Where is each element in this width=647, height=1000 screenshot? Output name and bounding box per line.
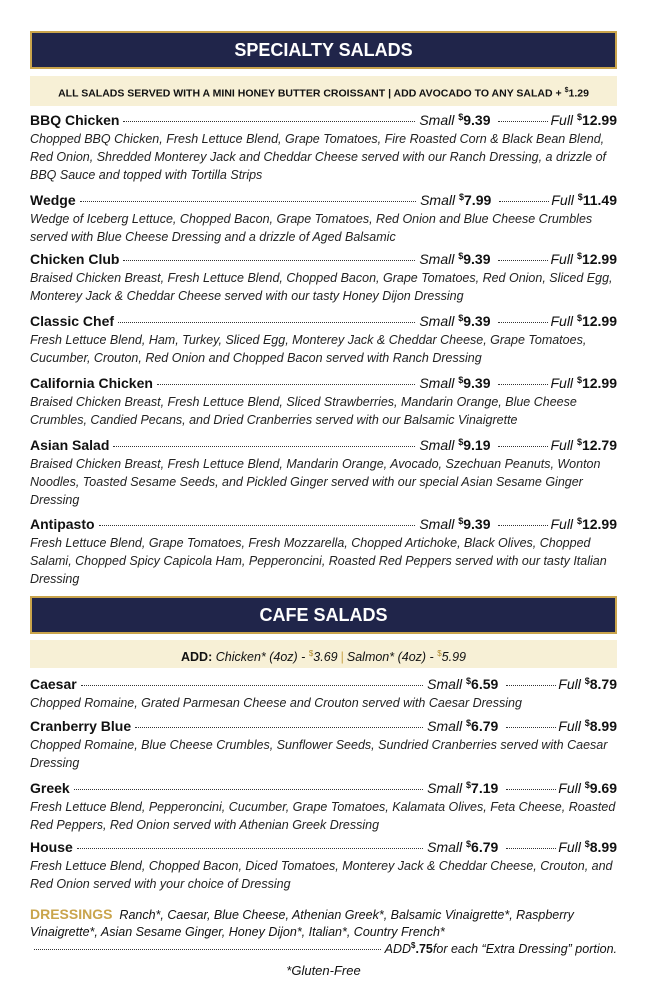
dot-leader [80, 201, 416, 202]
menu-item-header [30, 516, 617, 534]
small-label: Small [419, 375, 455, 391]
currency-sign: $ [466, 839, 472, 849]
extra-currency: $ [411, 941, 416, 950]
full-price [577, 437, 617, 453]
small-price [466, 839, 498, 855]
full-price-value: 8.99 [589, 839, 617, 855]
menu-item-name: Asian Salad [30, 437, 110, 453]
full-price-value: 11.49 [582, 192, 617, 208]
menu-item [30, 516, 617, 588]
add-salmon-price: 5.99 [441, 650, 466, 665]
menu-item-name: Greek [30, 780, 70, 796]
full-price-value: 9.69 [589, 780, 617, 796]
dot-leader [498, 446, 548, 447]
small-price [466, 718, 498, 734]
add-chicken-currency: $ [308, 649, 314, 658]
full-price-value: 8.99 [589, 718, 617, 734]
dot-leader [506, 789, 556, 790]
dot-leader [506, 848, 556, 849]
small-price [466, 780, 498, 796]
currency-sign: $ [458, 375, 464, 385]
small-price-value: 9.39 [463, 313, 491, 329]
currency-sign: $ [576, 375, 582, 385]
menu-item-description: Fresh Lettuce Blend, Ham, Turkey, Sliced Egg, Monterey Jack & Cheddar Cheese, Grape Tomatoes, Cucumber, Crouton, Red Onion and Chopped Bacon served with Ranch Dressing [30, 333, 587, 365]
menu-item [30, 718, 617, 772]
dot-leader [498, 384, 548, 385]
dot-leader [34, 949, 381, 950]
add-label: ADD: [181, 650, 213, 665]
cafe-salads-header: CAFE SALADS [30, 596, 617, 634]
dot-leader [498, 260, 548, 261]
full-label: Full [550, 251, 574, 267]
small-price-value: 6.59 [471, 676, 499, 692]
add-salmon: Salmon* (4oz) - [346, 650, 438, 665]
menu-item-header [30, 313, 617, 331]
full-price [577, 375, 617, 391]
full-price [585, 718, 617, 734]
small-label: Small [419, 516, 455, 532]
currency-sign: $ [466, 718, 472, 728]
small-price [458, 437, 490, 453]
specialty-note-currency: $ [564, 87, 569, 94]
full-price-value: 12.99 [581, 112, 617, 128]
menu-item-name: Chicken Club [30, 251, 120, 267]
menu-item-header [30, 839, 617, 857]
full-label: Full [558, 676, 581, 692]
currency-sign: $ [576, 112, 582, 122]
small-label: Small [419, 313, 455, 329]
menu-item [30, 313, 617, 367]
menu-item [30, 375, 617, 429]
menu-item-header [30, 112, 617, 130]
add-chicken: Chicken* (4oz) - [215, 650, 309, 665]
small-price [458, 516, 490, 532]
menu-item-header [30, 718, 617, 736]
dot-leader [135, 727, 423, 728]
currency-sign: $ [458, 313, 464, 323]
dot-leader [81, 685, 423, 686]
dot-leader [123, 121, 415, 122]
dot-leader [74, 789, 423, 790]
currency-sign: $ [458, 251, 464, 261]
small-label: Small [427, 676, 463, 692]
menu-item-description: Fresh Lettuce Blend, Grape Tomatoes, Fresh Mozzarella, Chopped Artichoke, Black Olives, Chopped Salami, Chopped Spicy Capicola Ham, Pepperoncini, Roasted Red Peppers served with our tasty Italian Dressing [30, 536, 607, 586]
menu-item-name: Classic Chef [30, 313, 115, 329]
small-price-value: 9.39 [463, 112, 491, 128]
dot-leader [498, 121, 548, 122]
dot-leader [506, 727, 556, 728]
full-price-value: 12.99 [581, 313, 617, 329]
dot-leader [123, 260, 415, 261]
small-price-value: 9.39 [463, 251, 491, 267]
dressings-section [30, 906, 617, 941]
full-price [577, 516, 617, 532]
small-price [466, 676, 498, 692]
small-label: Small [427, 839, 463, 855]
currency-sign: $ [584, 780, 590, 790]
extra-suffix: for each “Extra Dressing” portion. [432, 942, 617, 957]
add-salmon-currency: $ [437, 649, 442, 658]
small-label: Small [420, 192, 456, 208]
extra-dressing-line [30, 941, 617, 956]
menu-item-header [30, 437, 617, 455]
full-label: Full [551, 192, 574, 208]
menu-item-name: BBQ Chicken [30, 112, 120, 128]
small-price-value: 9.39 [463, 516, 491, 532]
menu-item-name: Antipasto [30, 516, 95, 532]
small-price [458, 375, 490, 391]
full-price [585, 839, 617, 855]
small-price-value: 9.19 [463, 437, 491, 453]
full-price-value: 8.79 [589, 676, 617, 692]
full-price [578, 192, 617, 208]
menu-item-description: Braised Chicken Breast, Fresh Lettuce Blend, Sliced Strawberries, Mandarin Orange, Blue Cheese Crumbles, Candied Pecans, and Dried Cranberries served with our Balsamic Vinaigrette [30, 395, 577, 427]
currency-sign: $ [577, 192, 583, 202]
full-label: Full [550, 313, 574, 329]
menu-item-name: House [30, 839, 73, 855]
currency-sign: $ [584, 718, 590, 728]
menu-item [30, 780, 617, 834]
dot-leader [506, 685, 556, 686]
menu-item-description: Fresh Lettuce Blend, Chopped Bacon, Diced Tomatoes, Monterey Jack & Cheddar Cheese, Crouton, and Red Onion served with your choice of Dressing [30, 859, 613, 891]
extra-price: .75 [415, 942, 433, 957]
menu-item-description: Chopped Romaine, Grated Parmesan Cheese and Crouton served with Caesar Dressing [30, 696, 522, 710]
full-price-value: 12.79 [581, 437, 617, 453]
small-price-value: 6.79 [471, 718, 499, 734]
menu-item-description: Braised Chicken Breast, Fresh Lettuce Blend, Chopped Bacon, Grape Tomatoes, Red Onion, Sliced Egg, Monterey Jack & Cheddar Cheese served with our tasty Honey Dijon Dressing [30, 271, 613, 303]
currency-sign: $ [466, 676, 472, 686]
small-price [458, 251, 490, 267]
menu-item-name: California Chicken [30, 375, 153, 391]
currency-sign: $ [576, 251, 582, 261]
small-label: Small [419, 112, 455, 128]
menu-item-header [30, 375, 617, 393]
add-separator: | [340, 650, 344, 665]
dot-leader [157, 384, 415, 385]
currency-sign: $ [584, 839, 590, 849]
specialty-note-price: 1.29 [568, 87, 589, 100]
menu-item-name: Cranberry Blue [30, 718, 132, 734]
menu-item-header [30, 780, 617, 798]
dot-leader [499, 201, 549, 202]
full-price-value: 12.99 [581, 251, 617, 267]
full-label: Full [550, 437, 574, 453]
dot-leader [498, 322, 548, 323]
gluten-free-note: *Gluten-Free [286, 963, 361, 978]
full-label: Full [558, 780, 581, 796]
currency-sign: $ [458, 112, 464, 122]
dot-leader [99, 525, 416, 526]
small-label: Small [419, 437, 455, 453]
currency-sign: $ [458, 516, 464, 526]
dot-leader [113, 446, 415, 447]
small-price-value: 7.99 [464, 192, 492, 208]
small-price-value: 9.39 [463, 375, 491, 391]
menu-item [30, 192, 617, 246]
full-label: Full [550, 112, 574, 128]
currency-sign: $ [576, 313, 582, 323]
currency-sign: $ [584, 676, 590, 686]
full-price [577, 112, 617, 128]
small-label: Small [427, 718, 463, 734]
dressings-list: Ranch*, Caesar, Blue Cheese, Athenian Greek*, Balsamic Vinaigrette*, Raspberry Vinaigrette*, Asian Sesame Ginger, Honey Dijon*, Italian*, Country French* [30, 908, 574, 939]
cafe-add-ons [30, 640, 617, 668]
menu-item-name: Wedge [30, 192, 76, 208]
currency-sign: $ [576, 516, 582, 526]
add-chicken-price: 3.69 [313, 650, 338, 665]
menu-item [30, 437, 617, 509]
currency-sign: $ [466, 780, 472, 790]
menu-item-header [30, 676, 617, 694]
small-label: Small [419, 251, 455, 267]
specialty-note [30, 76, 617, 106]
full-price [585, 780, 617, 796]
small-price [458, 313, 490, 329]
menu-item-description: Wedge of Iceberg Lettuce, Chopped Bacon, Grape Tomatoes, Red Onion and Blue Cheese Crumbles served with Blue Cheese Dressing and a drizzle of Aged Balsamic [30, 212, 593, 244]
currency-sign: $ [458, 437, 464, 447]
full-label: Full [550, 375, 574, 391]
small-price-value: 6.79 [471, 839, 499, 855]
currency-sign: $ [459, 192, 465, 202]
small-price [458, 112, 490, 128]
full-price-value: 12.99 [581, 516, 617, 532]
full-label: Full [558, 839, 581, 855]
full-label: Full [558, 718, 581, 734]
dot-leader [77, 848, 423, 849]
small-price [459, 192, 491, 208]
menu-item-name: Caesar [30, 676, 77, 692]
full-price [577, 313, 617, 329]
extra-prefix: ADD [384, 942, 412, 957]
menu-item [30, 251, 617, 305]
menu-item [30, 676, 617, 712]
dot-leader [498, 525, 548, 526]
menu-item-description: Chopped Romaine, Blue Cheese Crumbles, Sunflower Seeds, Sundried Cranberries served with Caesar Dressing [30, 738, 608, 770]
specialty-salads-header: SPECIALTY SALADS [30, 31, 617, 69]
full-price-value: 12.99 [581, 375, 617, 391]
full-price [577, 251, 617, 267]
full-price [585, 676, 617, 692]
specialty-note-text: ALL SALADS SERVED WITH A MINI HONEY BUTTER CROISSANT | ADD AVOCADO TO ANY SALAD + [58, 87, 565, 100]
menu-item-header [30, 251, 617, 269]
menu-item-description: Braised Chicken Breast, Fresh Lettuce Blend, Mandarin Orange, Avocado, Szechuan Peanuts, Wonton Noodles, Toasted Sesame Seeds, and Pickled Ginger served with our special Asian Sesame Ginger Dressing [30, 457, 601, 507]
dot-leader [118, 322, 415, 323]
menu-item [30, 112, 617, 184]
menu-item-description: Fresh Lettuce Blend, Pepperoncini, Cucumber, Grape Tomatoes, Kalamata Olives, Feta Cheese, Roasted Red Peppers, Red Onion served with Athenian Greek Dressing [30, 800, 616, 832]
small-label: Small [427, 780, 463, 796]
small-price-value: 7.19 [471, 780, 499, 796]
dressings-label: DRESSINGS [30, 906, 113, 922]
full-label: Full [550, 516, 574, 532]
menu-item [30, 839, 617, 893]
menu-item-header [30, 192, 617, 210]
menu-item-description: Chopped BBQ Chicken, Fresh Lettuce Blend, Grape Tomatoes, Fire Roasted Corn & Black Bean Blend, Red Onion, Shredded Monterey Jack and Cheddar Cheese served with our Ranch Dressing, a drizzle of BBQ Sauce and topped with Tortilla Strips [30, 132, 607, 182]
currency-sign: $ [576, 437, 582, 447]
